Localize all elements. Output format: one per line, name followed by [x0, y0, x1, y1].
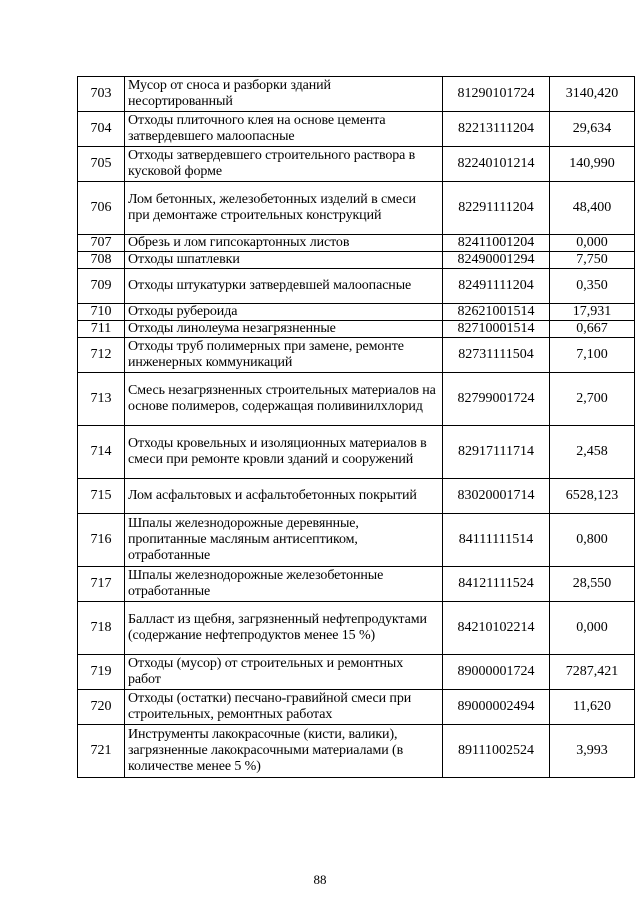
table-row — [78, 514, 635, 567]
row-number-cell: 710 — [78, 304, 125, 321]
row-number-cell: 711 — [78, 321, 125, 338]
waste-name-cell: Отходы (остатки) песчано-гравийной смеси при строительных, ремонтных работах — [125, 690, 443, 725]
fkko-code-cell: 89000001724 — [443, 655, 550, 690]
amount-cell: 0,350 — [550, 269, 635, 304]
row-number-cell: 720 — [78, 690, 125, 725]
table-row — [78, 182, 635, 235]
row-number-cell: 712 — [78, 338, 125, 373]
fkko-code-cell: 81290101724 — [443, 77, 550, 112]
amount-cell: 3140,420 — [550, 77, 635, 112]
amount-cell: 140,990 — [550, 147, 635, 182]
amount-cell: 2,700 — [550, 373, 635, 426]
waste-name-cell: Лом асфальтовых и асфальтобетонных покрытий — [125, 479, 443, 514]
table-row — [78, 725, 635, 778]
table-row — [78, 479, 635, 514]
row-number-cell: 719 — [78, 655, 125, 690]
waste-name-cell: Отходы линолеума незагрязненные — [125, 321, 443, 338]
waste-name-cell: Обрезь и лом гипсокартонных листов — [125, 235, 443, 252]
amount-cell: 7,750 — [550, 252, 635, 269]
fkko-code-cell: 89000002494 — [443, 690, 550, 725]
table-row — [78, 147, 635, 182]
fkko-code-cell: 82621001514 — [443, 304, 550, 321]
table-row — [78, 567, 635, 602]
amount-cell: 48,400 — [550, 182, 635, 235]
waste-table — [77, 76, 635, 778]
waste-name-cell: Шпалы железнодорожные деревянные, пропитанные масляным антисептиком, отработанные — [125, 514, 443, 567]
table-row — [78, 112, 635, 147]
waste-name-cell: Отходы штукатурки затвердевшей малоопасные — [125, 269, 443, 304]
fkko-code-cell: 84210102214 — [443, 602, 550, 655]
waste-name-cell: Лом бетонных, железобетонных изделий в смеси при демонтаже строительных конструкций — [125, 182, 443, 235]
row-number-cell: 706 — [78, 182, 125, 235]
amount-cell: 17,931 — [550, 304, 635, 321]
row-number-cell: 704 — [78, 112, 125, 147]
row-number-cell: 716 — [78, 514, 125, 567]
waste-name-cell: Инструменты лакокрасочные (кисти, валики), загрязненные лакокрасочными материалами (в количестве менее 5 %) — [125, 725, 443, 778]
amount-cell: 28,550 — [550, 567, 635, 602]
amount-cell: 11,620 — [550, 690, 635, 725]
waste-name-cell: Отходы труб полимерных при замене, ремонте инженерных коммуникаций — [125, 338, 443, 373]
row-number-cell: 708 — [78, 252, 125, 269]
table-row — [78, 602, 635, 655]
row-number-cell: 717 — [78, 567, 125, 602]
waste-table-body — [78, 77, 635, 778]
row-number-cell: 705 — [78, 147, 125, 182]
row-number-cell: 718 — [78, 602, 125, 655]
table-row — [78, 655, 635, 690]
amount-cell: 0,800 — [550, 514, 635, 567]
waste-name-cell: Смесь незагрязненных строительных материалов на основе полимеров, содержащая поливинилхлорид — [125, 373, 443, 426]
waste-name-cell: Отходы кровельных и изоляционных материалов в смеси при ремонте кровли зданий и сооружений — [125, 426, 443, 479]
waste-name-cell: Отходы плиточного клея на основе цемента затвердевшего малоопасные — [125, 112, 443, 147]
amount-cell: 0,667 — [550, 321, 635, 338]
fkko-code-cell: 82240101214 — [443, 147, 550, 182]
fkko-code-cell: 84121111524 — [443, 567, 550, 602]
table-row — [78, 269, 635, 304]
waste-name-cell: Мусор от сноса и разборки зданий несортированный — [125, 77, 443, 112]
table-row — [78, 338, 635, 373]
table-row — [78, 252, 635, 269]
table-row — [78, 321, 635, 338]
waste-name-cell: Шпалы железнодорожные железобетонные отработанные — [125, 567, 443, 602]
row-number-cell: 721 — [78, 725, 125, 778]
amount-cell: 6528,123 — [550, 479, 635, 514]
fkko-code-cell: 89111002524 — [443, 725, 550, 778]
row-number-cell: 715 — [78, 479, 125, 514]
row-number-cell: 709 — [78, 269, 125, 304]
page-number: 88 — [313, 872, 327, 887]
table-row — [78, 690, 635, 725]
fkko-code-cell: 82213111204 — [443, 112, 550, 147]
fkko-code-cell: 82490001294 — [443, 252, 550, 269]
waste-name-cell: Отходы затвердевшего строительного раствора в кусковой форме — [125, 147, 443, 182]
table-row — [78, 304, 635, 321]
amount-cell: 7287,421 — [550, 655, 635, 690]
fkko-code-cell: 84111111514 — [443, 514, 550, 567]
fkko-code-cell: 82731111504 — [443, 338, 550, 373]
fkko-code-cell: 82799001724 — [443, 373, 550, 426]
row-number-cell: 713 — [78, 373, 125, 426]
waste-name-cell: Отходы рубероида — [125, 304, 443, 321]
table-row — [78, 426, 635, 479]
fkko-code-cell: 82291111204 — [443, 182, 550, 235]
waste-name-cell: Отходы шпатлевки — [125, 252, 443, 269]
table-row — [78, 373, 635, 426]
fkko-code-cell: 82917111714 — [443, 426, 550, 479]
row-number-cell: 707 — [78, 235, 125, 252]
fkko-code-cell: 82710001514 — [443, 321, 550, 338]
amount-cell: 0,000 — [550, 235, 635, 252]
fkko-code-cell: 83020001714 — [443, 479, 550, 514]
table-row — [78, 235, 635, 252]
row-number-cell: 714 — [78, 426, 125, 479]
amount-cell: 0,000 — [550, 602, 635, 655]
amount-cell: 7,100 — [550, 338, 635, 373]
table-row — [78, 77, 635, 112]
fkko-code-cell: 82411001204 — [443, 235, 550, 252]
fkko-code-cell: 82491111204 — [443, 269, 550, 304]
amount-cell: 2,458 — [550, 426, 635, 479]
row-number-cell: 703 — [78, 77, 125, 112]
amount-cell: 29,634 — [550, 112, 635, 147]
amount-cell: 3,993 — [550, 725, 635, 778]
waste-name-cell: Балласт из щебня, загрязненный нефтепродуктами (содержание нефтепродуктов менее 15 %) — [125, 602, 443, 655]
waste-name-cell: Отходы (мусор) от строительных и ремонтных работ — [125, 655, 443, 690]
